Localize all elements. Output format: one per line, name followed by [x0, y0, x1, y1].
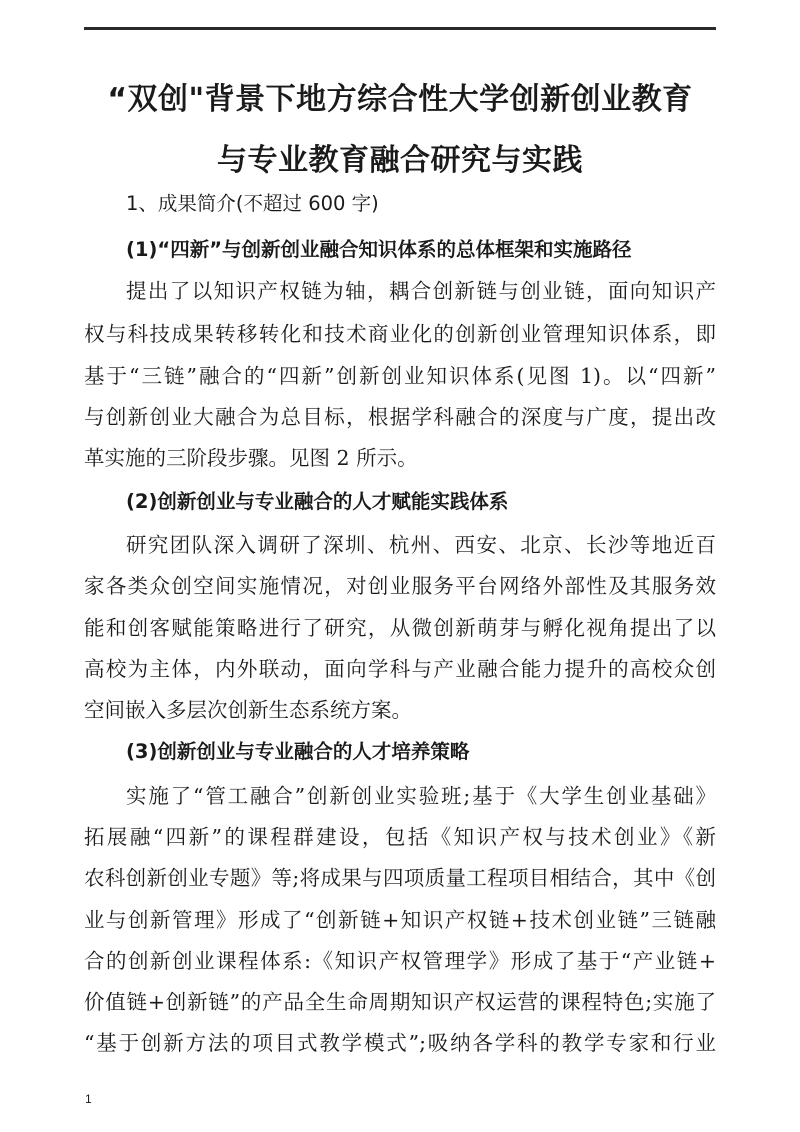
page-number: 1 — [85, 1092, 92, 1106]
paragraph-line: 价值链+创新链”的产品全生命周期知识产权运营的课程特色;实施了 — [84, 990, 716, 1014]
document-title-line-2: 与专业教育融合研究与实践 — [217, 143, 583, 178]
document-title-line-1: “双创"背景下地方综合性大学创新创业教育 — [107, 82, 693, 117]
paragraph-line: 革实施的三阶段步骤。见图 2 所示。 — [84, 446, 418, 470]
subsection-3-heading: (3)创新创业与专业融合的人才培养策略 — [126, 740, 470, 763]
section-title: 1、成果简介(不超过 600 字) — [126, 192, 379, 215]
paragraph-line: 能和创客赋能策略进行了研究，从微创新萌芽与孵化视角提出了以 — [84, 616, 716, 640]
paragraph-line: 业与创新管理》形成了“创新链+知识产权链+技术创业链”三链融 — [84, 908, 716, 932]
paragraph-line: 实施了“管工融合”创新创业实验班;基于《大学生创业基础》 — [126, 784, 716, 808]
paragraph-line: 与创新创业大融合为总目标，根据学科融合的深度与广度，提出改 — [84, 405, 716, 429]
paragraph-line: “基于创新方法的项目式教学模式”;吸纳各学科的教学专家和行业 — [84, 1031, 716, 1055]
paragraph-line: 高校为主体，内外联动，面向学科与产业融合能力提升的高校众创 — [84, 657, 716, 681]
paragraph-line: 提出了以知识产权链为轴，耦合创新链与创业链，面向知识产 — [126, 279, 716, 303]
subsection-1-heading: (1)“四新”与创新创业融合知识体系的总体框架和实施路径 — [126, 238, 632, 261]
paragraph-line: 家各类众创空间实施情况，对创业服务平台网络外部性及其服务效 — [84, 574, 716, 598]
paragraph-line: 农科创新创业专题》等;将成果与四项质量工程项目相结合，其中《创 — [84, 866, 716, 890]
paragraph-line: 拓展融“四新”的课程群建设，包括《知识产权与技术创业》《新 — [84, 825, 716, 849]
paragraph-line: 空间嵌入多层次创新生态系统方案。 — [84, 698, 412, 722]
paragraph-line: 研究团队深入调研了深圳、杭州、西安、北京、长沙等地近百 — [126, 533, 716, 557]
paragraph-line: 权与科技成果转移转化和技术商业化的创新创业管理知识体系，即 — [84, 322, 716, 346]
subsection-2-heading: (2)创新创业与专业融合的人才赋能实践体系 — [126, 490, 509, 513]
paragraph-line: 合的创新创业课程体系:《知识产权管理学》形成了基于“产业链+ — [84, 949, 716, 973]
paragraph-line: 基于“三链”融合的“四新”创新创业知识体系(见图 1)。以“四新” — [84, 364, 716, 388]
header-rule — [84, 27, 716, 30]
